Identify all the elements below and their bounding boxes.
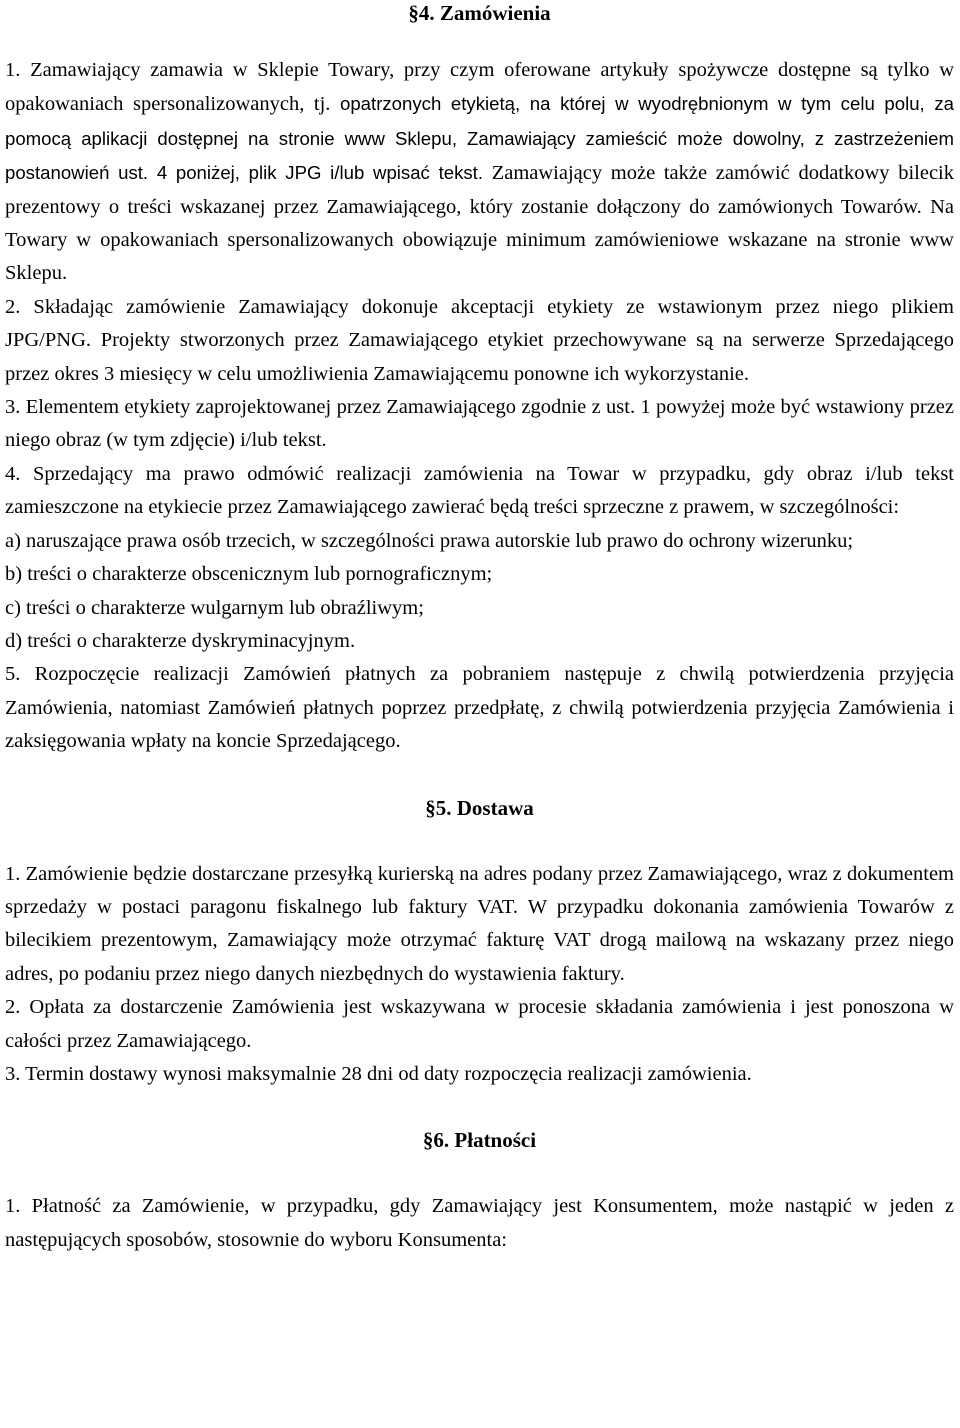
s4-p2-part-a: 2. Składając zamówienie Zamawiający dokonuje akceptacji etykiety ze wstawionym przez niego plikiem JPG/PNG. [5,295,954,352]
section-4-item-c: c) treści o charakterze wulgarnym lub obraźliwym; [5,596,424,619]
section-4-paragraph-3: 3. Elementem etykiety zaprojektowanej przez Zamawiającego zgodnie z ust. 1 powyżej może być wstawiony przez niego obraz (w tym zdjęcie) i/lub tekst. [5,396,954,452]
s4-p2-part-b: Projekty stworzonych przez Zamawiającego etykiet przechowywane są na serwerze Sprzedającego przez okres 3 miesięcy w celu umożliwienia Zamawiającemu ponowne ich wykorzystanie. [5,329,954,385]
section-4-item-a: a) naruszające prawa osób trzecich, w szczególności prawa autorskie lub prawo do ochrony wizerunku; [5,529,854,552]
section-4-paragraph-1 [5,54,954,291]
section-4-paragraph-2 [5,291,954,391]
section-4-heading: §4. Zamówienia [408,1,551,25]
section-5-paragraph-3: 3. Termin dostawy wynosi maksymalnie 28 dni od daty rozpoczęcia realizacji zamówienia. [5,1062,752,1085]
s4-p1-part-b: opatrzonych etykietą, na której w wyodrębnionym w tym celu polu, za pomocą aplikacji dostępnej na stronie www Sklepu, Zamawiający zamieścić może dowolny, z zastrzeżeniem postanowień ust. 4 poniżej, plik JPG i/lub wpisać tekst. [5,93,954,184]
s4-p1-part-a: 1. Zamawiający zamawia w Sklepie Towary, przy czym oferowane artykuły spożywcze dostępne są tylko w opakowaniach spersonalizowanych, tj. [5,59,954,116]
section-4-item-d: d) treści o charakterze dyskryminacyjnym. [5,629,356,652]
section-4-item-b: b) treści o charakterze obscenicznym lub pornograficznym; [5,563,493,586]
s4-p1-part-c: Zamawiający może także zamówić dodatkowy bilecik prezentowy o treści wskazanej przez Zamawiającego, który zostanie dołączony do zamówionych Towarów. [5,162,955,218]
section-5-heading: §5. Dostawa [425,795,534,820]
section-6-paragraph-1: 1. Płatność za Zamówienie, w przypadku, gdy Zamawiający jest Konsumentem, może nastąpić w jeden z następujących sposobów, stosownie do wyboru Konsumenta: [5,1195,954,1251]
section-5-paragraph-1: 1. Zamówienie będzie dostarczane przesyłką kurierską na adres podany przez Zamawiającego, wraz z dokumentem sprzedaży w postaci paragonu fiskalnego lub faktury VAT. W przypadku dokonania zamówienia Towarów z bilecikiem prezentowym, Zamawiający może otrzymać fakturę VAT drogą mailową na wskazany przez niego adres, po podaniu przez niego danych niezbędnych do wystawienia faktury. [5,862,954,985]
section-6-heading: §6. Płatności [422,1128,537,1153]
s4-p1-part-d: Na Towary w opakowaniach spersonalizowanych obowiązuje minimum zamówieniowe wskazane na stronie www Sklepu. [5,195,954,285]
section-4-paragraph-5: 5. Rozpoczęcie realizacji Zamówień płatnych za pobraniem następuje z chwilą potwierdzenia przyjęcia Zamówienia, natomiast Zamówień płatnych poprzez przedpłatę, z chwilą potwierdzenia przyjęcia Zamówienia i zaksięgowania wpłaty na koncie Sprzedającego. [5,663,954,753]
section-5-paragraph-2: 2. Opłata za dostarczenie Zamówienia jest wskazywana w procesie składania zamówienia i jest ponoszona w całości przez Zamawiającego. [5,996,954,1052]
section-4-paragraph-4: 4. Sprzedający ma prawo odmówić realizacji zamówienia na Towar w przypadku, gdy obraz i/lub tekst zamieszczone na etykiecie przez Zamawiającego zawierać będą treści sprzeczne z prawem, w szczególności: [5,462,954,519]
